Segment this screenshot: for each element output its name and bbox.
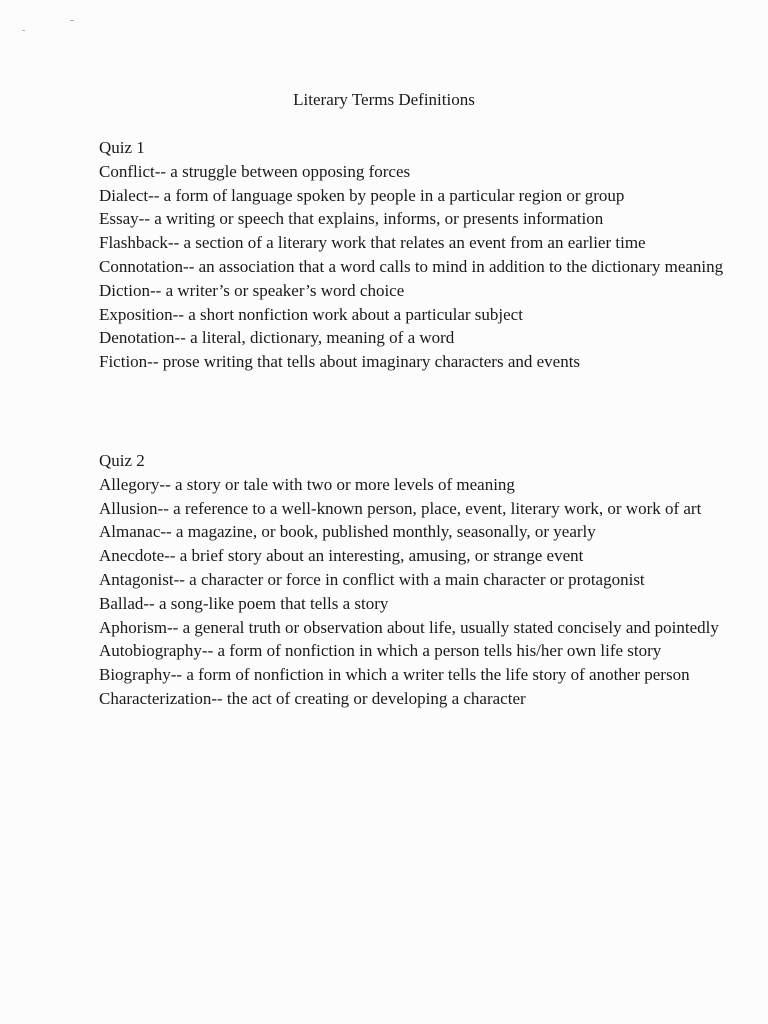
definition-allegory: Allegory-- a story or tale with two or more levels of meaning <box>99 474 515 494</box>
definition-allusion: Allusion-- a reference to a well-known person, place, event, literary work, or work of art <box>99 498 702 518</box>
definition-ballad: Ballad-- a song-like poem that tells a story <box>99 593 389 613</box>
definition-anecdote: Anecdote-- a brief story about an interesting, amusing, or strange event <box>99 546 584 566</box>
definition-fiction: Fiction-- prose writing that tells about imaginary characters and events <box>99 352 581 372</box>
definition-diction: Diction-- a writer’s or speaker’s word choice <box>99 280 405 300</box>
definition-autobiography: Autobiography-- a form of nonfiction in which a person tells his/her own life story <box>99 641 662 661</box>
quiz-2-heading: Quiz 2 <box>99 451 145 470</box>
definition-flashback: Flashback-- a section of a literary work that relates an event from an earlier time <box>99 233 646 253</box>
definition-characterization: Characterization-- the act of creating or developing a character <box>99 688 526 708</box>
definition-exposition: Exposition-- a short nonfiction work about a particular subject <box>99 304 523 324</box>
definition-essay: Essay-- a writing or speech that explains, informs, or presents information <box>99 209 604 229</box>
definition-almanac: Almanac-- a magazine, or book, published monthly, seasonally, or yearly <box>99 522 596 542</box>
definition-conflict: Conflict-- a struggle between opposing forces <box>99 161 411 181</box>
definition-aphorism: Aphorism-- a general truth or observation about life, usually stated concisely and pointedly <box>99 617 719 637</box>
definition-connotation: Connotation-- an association that a word calls to mind in addition to the dictionary meaning <box>99 256 724 276</box>
definition-biography: Biography-- a form of nonfiction in which a writer tells the life story of another person <box>99 665 690 685</box>
quiz-1-section <box>99 136 739 374</box>
quiz-1-heading: Quiz 1 <box>99 138 145 157</box>
definition-dialect: Dialect-- a form of language spoken by people in a particular region or group <box>99 185 625 205</box>
scan-speck <box>22 30 25 31</box>
quiz-2-section <box>99 449 739 711</box>
definition-denotation: Denotation-- a literal, dictionary, meaning of a word <box>99 328 455 348</box>
scan-speck <box>70 20 74 21</box>
definition-antagonist: Antagonist-- a character or force in conflict with a main character or protagonist <box>99 569 645 589</box>
page-title: Literary Terms Definitions <box>293 90 475 109</box>
